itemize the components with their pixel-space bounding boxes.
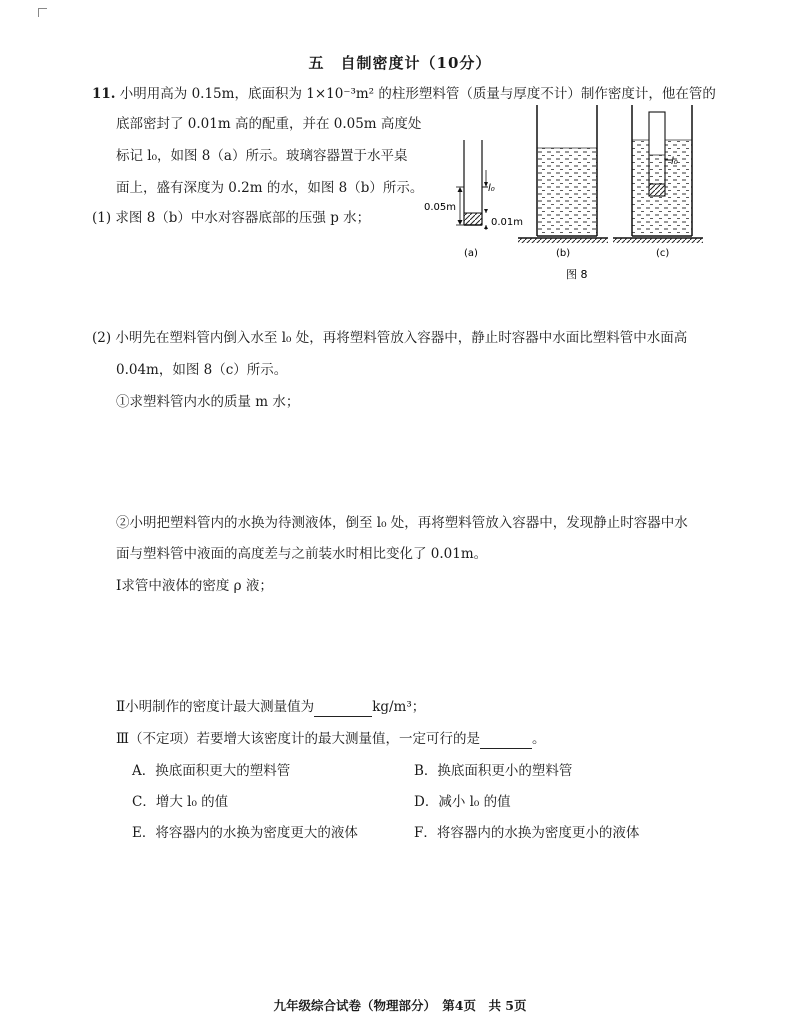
q11-subIII: [116, 729, 546, 749]
q11-stem-3: 标记 l₀，如图 8（a）所示。玻璃容器置于水平桌: [116, 148, 408, 164]
option-c: C．增大 l₀ 的值: [132, 794, 229, 810]
q11-sub2-line1: ②小明把塑料管内的水换为待测液体，倒至 l₀ 处，再将塑料管放入容器中，发现静止时容器中水: [116, 515, 688, 531]
q11-part1: (1) 求图 8（b）中水对容器底部的压强 p 水；: [92, 210, 371, 226]
figure-8: [420, 100, 710, 290]
label-l0: l₀: [488, 183, 495, 194]
figure-caption: 图 8: [566, 268, 588, 281]
q11-part2-line2: 0.04m，如图 8（c）所示。: [116, 362, 288, 378]
label-l0-c: l₀: [671, 156, 678, 167]
subII-prefix: Ⅱ小明制作的密度计最大测量值为: [116, 699, 315, 715]
q11-sub1: ①求塑料管内水的质量 m 水；: [116, 394, 300, 410]
option-f: F．将容器内的水换为密度更小的液体: [414, 825, 640, 841]
subIII-answer-blank[interactable]: [480, 734, 532, 749]
label-0-05m: 0.05m: [424, 202, 457, 213]
corner-mark: [38, 8, 47, 17]
q11-sub2-line2: 面与塑料管中液面的高度差与之前装水时相比变化了 0.01m。: [116, 546, 488, 562]
label-a: (a): [464, 248, 478, 259]
figure-c-container: [613, 105, 703, 243]
q11-stem-1: 小明用高为 0.15m，底面积为 1×10⁻³m² 的柱形塑料管（质量与厚度不计）制作密度计，他在管的: [119, 86, 716, 102]
subII-suffix: kg/m³；: [372, 699, 426, 715]
section-title: 五 自制密度计（10分）: [308, 54, 492, 72]
q11-subII: [116, 697, 425, 717]
subIII-suffix: 。: [532, 731, 546, 747]
q11-part2-line1: (2) 小明先在塑料管内倒入水至 l₀ 处，再将塑料管放入容器中，静止时容器中水面比塑料管中水面高: [92, 330, 688, 346]
label-b: (b): [556, 248, 571, 259]
option-a: A．换底面积更大的塑料管: [132, 763, 291, 779]
q11-number: 11.: [92, 86, 116, 102]
subIII-prefix: Ⅲ（不定项）若要增大该密度计的最大测量值，一定可行的是: [116, 731, 481, 747]
option-b: B．换底面积更小的塑料管: [414, 763, 573, 779]
figure-b-container: [518, 105, 608, 243]
q11-subI: Ⅰ求管中液体的密度 ρ 液；: [116, 578, 273, 594]
option-e: E．将容器内的水换为密度更大的液体: [132, 825, 358, 841]
label-c: (c): [656, 248, 670, 259]
figure-a-tube: [456, 140, 488, 230]
subII-answer-blank[interactable]: [314, 702, 372, 717]
label-0-01m: 0.01m: [491, 217, 524, 228]
q11-stem-4: 面上，盛有深度为 0.2m 的水，如图 8（b）所示。: [116, 180, 424, 196]
q11-stem-2: 底部密封了 0.01m 高的配重，并在 0.05m 高度处: [116, 116, 422, 132]
option-d: D．减小 l₀ 的值: [414, 794, 511, 810]
page-footer: 九年级综合试卷（物理部分） 第4页 共 5页: [273, 998, 527, 1013]
